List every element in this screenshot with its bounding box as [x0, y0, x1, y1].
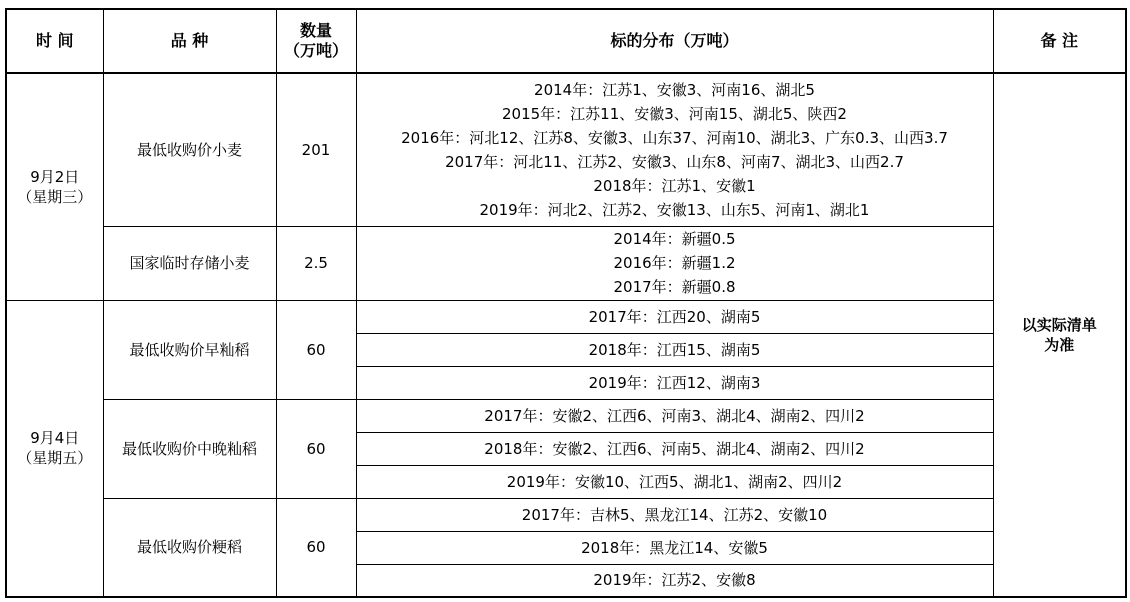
product-name: 最低收购价中晚籼稻	[103, 399, 276, 498]
date-cell	[6, 73, 103, 300]
header-quantity	[276, 9, 356, 73]
table-row	[6, 300, 1126, 333]
header-quantity-line1: 数量	[299, 21, 332, 40]
product-name: 国家临时存储小麦	[103, 226, 276, 300]
distribution-cell: 2018年：安徽2、江西6、河南5、湖北4、湖南2、四川2	[356, 432, 993, 465]
distribution-cell	[356, 73, 993, 226]
distribution-cell: 2018年：江西15、湖南5	[356, 333, 993, 366]
product-quantity: 2.5	[276, 226, 356, 300]
header-row	[6, 9, 1126, 73]
header-variety: 品 种	[103, 9, 276, 73]
product-name: 最低收购价早籼稻	[103, 300, 276, 399]
distribution-cell: 2019年：安徽10、江西5、湖北1、湖南2、四川2	[356, 465, 993, 498]
product-quantity: 201	[276, 73, 356, 226]
date-cell	[6, 300, 103, 597]
header-note: 备 注	[993, 9, 1126, 73]
distribution-line: 2015年：江苏11、安徽3、河南15、湖北5、陕西2	[502, 104, 847, 123]
note-line2: 为准	[1044, 336, 1075, 354]
distribution-cell: 2019年：江苏2、安徽8	[356, 564, 993, 597]
distribution-line: 2019年：河北2、江苏2、安徽13、山东5、河南1、湖北1	[479, 200, 870, 219]
header-time: 时 间	[6, 9, 103, 73]
product-name: 最低收购价小麦	[103, 73, 276, 226]
table-row	[6, 226, 1126, 300]
distribution-line: 2014年：江苏1、安徽3、河南16、湖北5	[534, 80, 815, 99]
product-quantity: 60	[276, 498, 356, 597]
table-row	[6, 73, 1126, 226]
distribution-line: 2017年：河北11、江苏2、安徽3、山东8、河南7、湖北3、山西2.7	[445, 152, 904, 171]
auction-schedule-table	[5, 8, 1127, 598]
product-quantity: 60	[276, 300, 356, 399]
date-weekday: （星期三）	[17, 187, 93, 206]
distribution-line: 2016年：河北12、江苏8、安徽3、山东37、河南10、湖北3、广东0.3、山西3.7	[401, 128, 948, 147]
distribution-cell: 2018年：黑龙江14、安徽5	[356, 531, 993, 564]
distribution-cell: 2019年：江西12、湖南3	[356, 366, 993, 399]
distribution-cell	[356, 226, 993, 300]
date-day: 9月4日	[30, 429, 80, 448]
header-distribution: 标的分布（万吨）	[356, 9, 993, 73]
date-day: 9月2日	[30, 167, 80, 186]
distribution-cell: 2017年：安徽2、江西6、河南3、湖北4、湖南2、四川2	[356, 399, 993, 432]
distribution-line: 2014年：新疆0.5	[613, 230, 736, 248]
date-weekday: （星期五）	[17, 449, 93, 468]
product-name: 最低收购价粳稻	[103, 498, 276, 597]
note-cell	[993, 73, 1126, 597]
distribution-line: 2017年：新疆0.8	[613, 278, 736, 296]
product-quantity: 60	[276, 399, 356, 498]
distribution-cell: 2017年：江西20、湖南5	[356, 300, 993, 333]
header-quantity-line2: （万吨）	[283, 41, 348, 60]
distribution-line: 2018年：江苏1、安徽1	[593, 176, 756, 195]
table-row	[6, 399, 1126, 432]
distribution-cell: 2017年：吉林5、黑龙江14、江苏2、安徽10	[356, 498, 993, 531]
table-row	[6, 498, 1126, 531]
distribution-line: 2016年：新疆1.2	[613, 254, 736, 272]
note-line1: 以实际清单	[1021, 316, 1097, 334]
